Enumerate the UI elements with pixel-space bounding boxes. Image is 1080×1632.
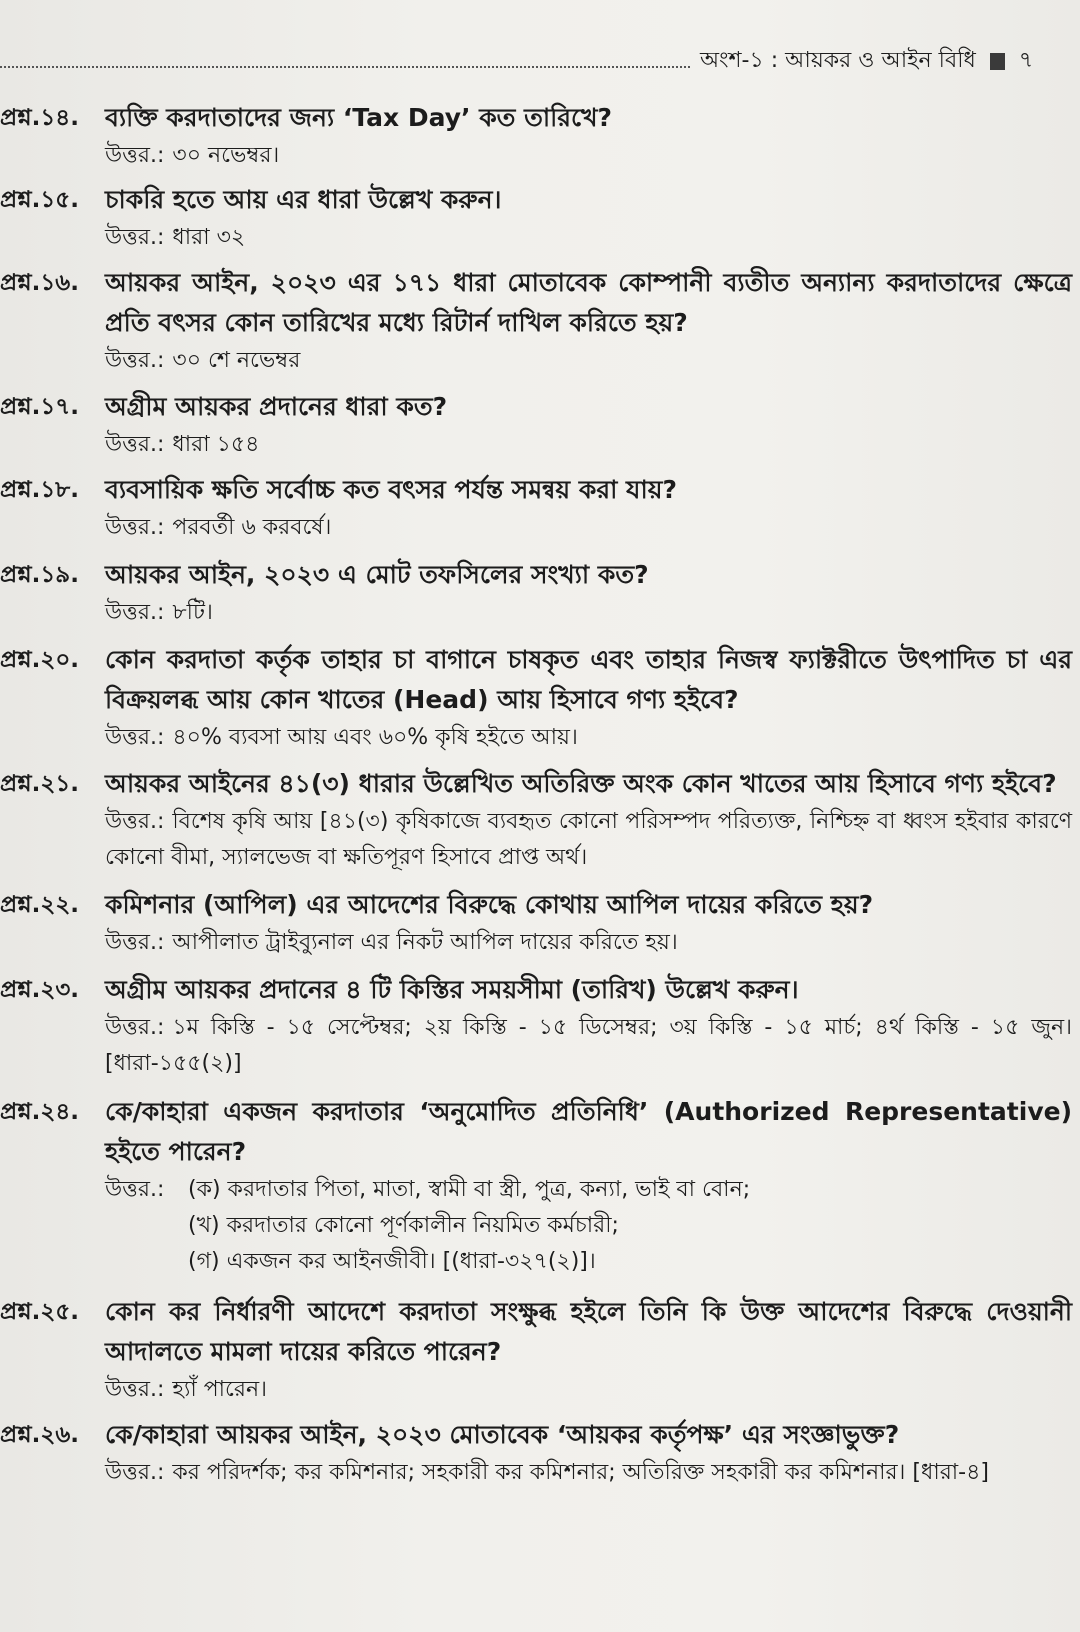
answer-label: উত্তর.: [105, 225, 165, 250]
question [0, 470, 1072, 510]
question-number: প্রশ্ন.২৩. [0, 977, 80, 1003]
answer-label: উত্তর.: [105, 515, 165, 540]
qa-item [0, 470, 1072, 546]
question-text: আয়কর আইন, ২০২৩ এ মোট তফসিলের সংখ্যা কত? [105, 560, 649, 589]
qa-item [0, 98, 1072, 174]
header-dotted-rule [0, 66, 690, 68]
answer-label: উত্তর.: [105, 809, 165, 834]
answer [105, 138, 1072, 174]
question [0, 1415, 1072, 1455]
question-number: প্রশ্ন.২৪. [0, 1099, 79, 1125]
page-number: ৭ [1018, 47, 1034, 73]
qa-item [0, 387, 1072, 463]
answer [105, 343, 1072, 379]
question [0, 640, 1072, 720]
question [0, 885, 1072, 925]
qa-item [0, 1092, 1072, 1280]
question-text: কে/কাহারা একজন করদাতার ‘অনুমোদিত প্রতিনিধি’ (Authorized Representative) হইতে পারেন? [105, 1097, 1072, 1166]
answer-label: উত্তর.: [105, 1015, 165, 1040]
question-text: অগ্রীম আয়কর প্রদানের ধারা কত? [105, 392, 448, 421]
question [0, 970, 1072, 1010]
answer-label: উত্তর.: [105, 143, 165, 168]
answer-text: হ্যাঁ পারেন। [172, 1377, 267, 1402]
question-text: ব্যবসায়িক ক্ষতি সর্বোচ্চ কত বৎসর পর্যন্ত সমন্বয় করা যায়? [105, 475, 677, 504]
question [0, 263, 1072, 343]
answer-text: বিশেষ কৃষি আয় [৪১(৩) কৃষিকাজে ব্যবহৃত কোনো পরিসম্পদ পরিত্যক্ত, নিশ্চিহ্ন বা ধ্বংস হইবার কারণে কোনো বীমা, স্যালভেজ বা ক্ষতিপূরণ হিসাবে প্রাপ্ত অর্থ। [105, 809, 1072, 870]
answer-label: উত্তর.: [105, 1460, 165, 1485]
answer-label: উত্তর.: [105, 348, 165, 373]
question [0, 1092, 1072, 1172]
answer [105, 220, 1072, 256]
answer [105, 720, 1072, 756]
question-number: প্রশ্ন.১৯. [0, 562, 79, 588]
answer-label: উত্তর.: [105, 930, 165, 955]
question-text: কোন কর নির্ধারণী আদেশে করদাতা সংক্ষুব্ধ হইলে তিনি কি উক্ত আদেশের বিরুদ্ধে দেওয়ানী আদালতে মামলা দায়ের করিতে পারেন? [105, 1297, 1072, 1366]
question [0, 555, 1072, 595]
answer-text: ধারা ১৫৪ [172, 432, 260, 457]
qa-item [0, 555, 1072, 631]
answer-text: ৩০ নভেম্বর। [172, 143, 280, 168]
answer-label: উত্তর.: [105, 600, 165, 625]
question [0, 1292, 1072, 1372]
answer-text: পরবর্তী ৬ করবর্ষে। [172, 515, 332, 540]
running-header [700, 44, 1040, 78]
answer-list [188, 1172, 750, 1280]
qa-item [0, 764, 1072, 876]
question-number: প্রশ্ন.২১. [0, 771, 79, 797]
answer-text: ১ম কিস্তি - ১৫ সেপ্টেম্বর; ২য় কিস্তি - ১৫ ডিসেম্বর; ৩য় কিস্তি - ১৫ মার্চ; ৪র্থ কিস্তি - ১৫ জুন। [ধারা-১৫৫(২)] [105, 1015, 1072, 1076]
answer [105, 595, 1072, 631]
answer [105, 925, 1072, 961]
question [0, 764, 1072, 804]
qa-item [0, 885, 1072, 961]
question-text: কোন করদাতা কর্তৃক তাহার চা বাগানে চাষকৃত এবং তাহার নিজস্ব ফ্যাক্টরীতে উৎপাদিত চা এর বিক্রয়লব্ধ আয় কোন খাতের (Head) আয় হিসাবে গণ্য হইবে? [105, 645, 1072, 714]
question [0, 180, 1072, 220]
question-text: আয়কর আইনের ৪১(৩) ধারার উল্লেখিত অতিরিক্ত অংক কোন খাতের আয় হিসাবে গণ্য হইবে? [105, 769, 1057, 798]
question-number: প্রশ্ন.১৪. [0, 105, 79, 131]
answer [105, 1372, 1072, 1408]
qa-item [0, 1415, 1072, 1491]
question-text: ব্যক্তি করদাতাদের জন্য ‘Tax Day’ কত তারিখে? [105, 103, 613, 132]
answer [105, 510, 1072, 546]
answer [105, 804, 1072, 876]
qa-item [0, 970, 1072, 1082]
question-text: আয়কর আইন, ২০২৩ এর ১৭১ ধারা মোতাবেক কোম্পানী ব্যতীত অন্যান্য করদাতাদের ক্ষেত্রে প্রতি বৎসর কোন তারিখের মধ্যে রিটার্ন দাখিল করিতে হয়? [105, 268, 1072, 337]
answer-text: কর পরিদর্শক; কর কমিশনার; সহকারী কর কমিশনার; অতিরিক্ত সহকারী কর কমিশনার। [ধারা-৪] [172, 1460, 989, 1485]
answer-list-item: (গ) একজন কর আইনজীবী। [(ধারা-৩২৭(২)]। [188, 1249, 596, 1274]
question [0, 98, 1072, 138]
question-number: প্রশ্ন.১৬. [0, 270, 79, 296]
answer-text: ধারা ৩২ [172, 225, 246, 250]
answer [105, 1010, 1072, 1082]
question-number: প্রশ্ন.১৭. [0, 394, 79, 420]
answer [105, 1455, 1072, 1491]
question-number: প্রশ্ন.১৮. [0, 477, 79, 503]
question-number: প্রশ্ন.২২. [0, 892, 80, 918]
answer-label: উত্তর.: [105, 432, 165, 457]
qa-item [0, 1292, 1072, 1408]
question [0, 387, 1072, 427]
question-text: অগ্রীম আয়কর প্রদানের ৪ টি কিস্তির সময়সীমা (তারিখ) উল্লেখ করুন। [105, 975, 799, 1004]
answer-text: আপীলাত ট্রাইব্যুনাল এর নিকট আপিল দায়ের করিতে হয়। [172, 930, 678, 955]
answer-list-item: (খ) করদাতার কোনো পূর্ণকালীন নিয়মিত কর্মচারী; [188, 1213, 619, 1238]
answer-text: ৮টি। [172, 600, 213, 625]
qa-item [0, 180, 1072, 256]
qa-item [0, 263, 1072, 379]
answer-text: ৪০% ব্যবসা আয় এবং ৬০% কৃষি হইতে আয়। [172, 725, 578, 750]
question-number: প্রশ্ন.২০. [0, 647, 80, 673]
answer-list-item: (ক) করদাতার পিতা, মাতা, স্বামী বা স্ত্রী, পুত্র, কন্যা, ভাই বা বোন; [188, 1177, 751, 1202]
answer-label: উত্তর.: [105, 1177, 165, 1202]
question-number: প্রশ্ন.১৫. [0, 187, 79, 213]
answer [105, 1172, 1072, 1280]
section-title: অংশ-১ : আয়কর ও আইন বিধি [700, 47, 976, 73]
question-number: প্রশ্ন.২৫. [0, 1299, 79, 1325]
qa-item [0, 640, 1072, 756]
question-text: কে/কাহারা আয়কর আইন, ২০২৩ মোতাবেক ‘আয়কর কর্তৃপক্ষ’ এর সংজ্ঞাভুক্ত? [105, 1420, 900, 1449]
square-marker-icon [990, 53, 1005, 70]
answer-text: ৩০ শে নভেম্বর [172, 348, 301, 373]
answer [105, 427, 1072, 463]
question-text: চাকরি হতে আয় এর ধারা উল্লেখ করুন। [105, 185, 502, 214]
question-number: প্রশ্ন.২৬. [0, 1422, 80, 1448]
question-text: কমিশনার (আপিল) এর আদেশের বিরুদ্ধে কোথায় আপিল দায়ের করিতে হয়? [105, 890, 874, 919]
answer-label: উত্তর.: [105, 1377, 165, 1402]
answer-label: উত্তর.: [105, 725, 165, 750]
